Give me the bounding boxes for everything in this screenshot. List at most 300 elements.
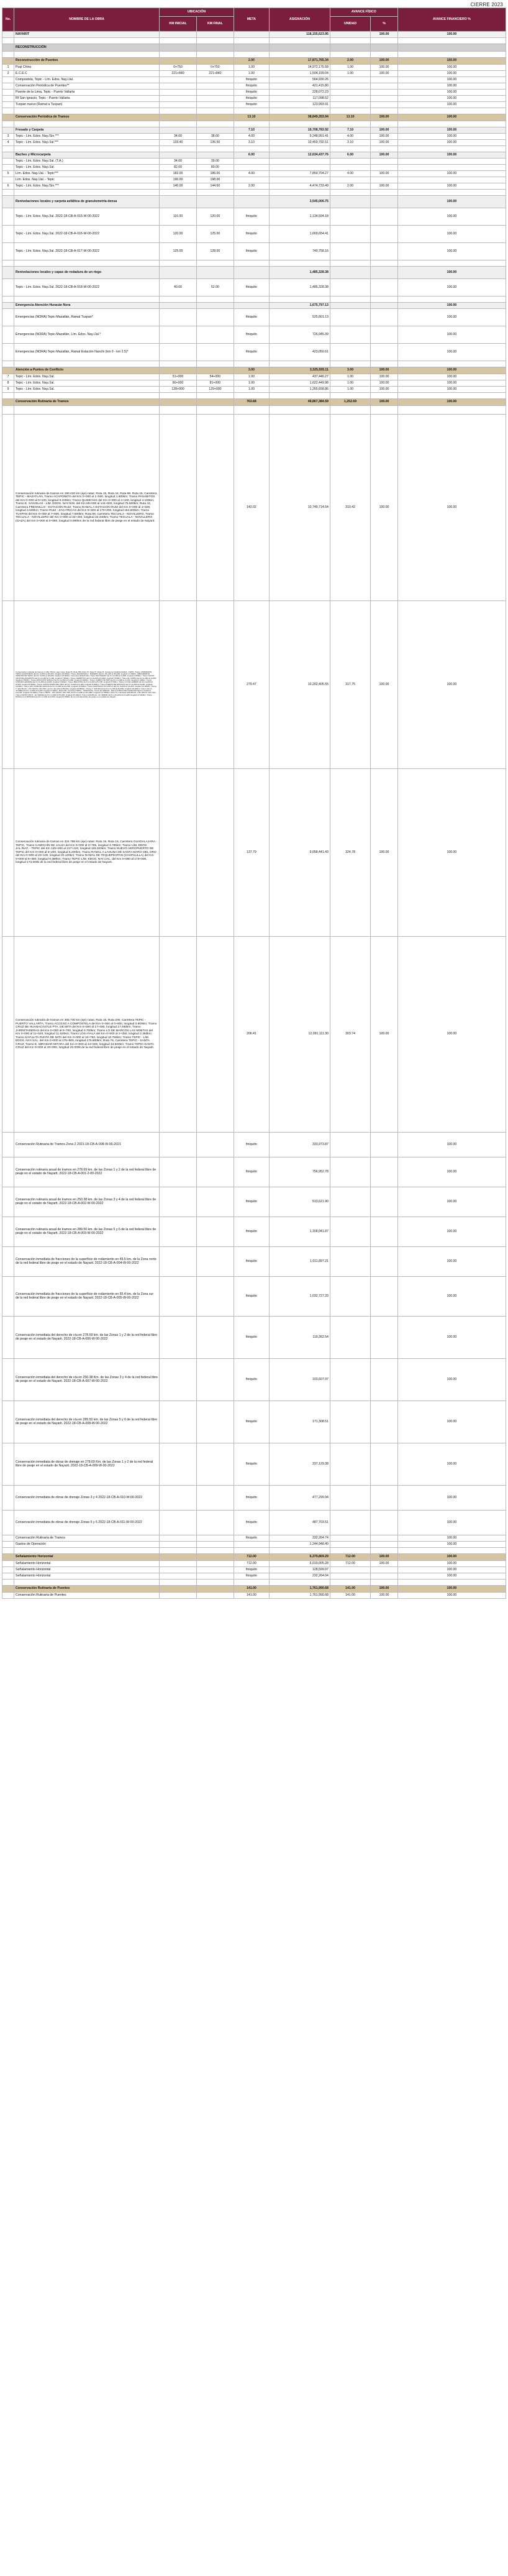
row-meta: 142.02 bbox=[234, 415, 269, 601]
row-unidad bbox=[330, 165, 370, 171]
row-unidad bbox=[330, 1511, 370, 1535]
row-number bbox=[2, 415, 14, 601]
row-avance-financiero: 100.00 bbox=[397, 367, 506, 374]
row-km-final bbox=[196, 32, 234, 38]
row-meta: finiquito bbox=[234, 1511, 269, 1535]
row-pct bbox=[371, 1317, 398, 1359]
row-name: Tepic - Lím. Edos. Nay./Jal. (T.A.) bbox=[14, 159, 160, 165]
row-pct: 100.00 bbox=[371, 1593, 398, 1599]
row-km-final bbox=[196, 146, 234, 152]
row-meta: 1.00 bbox=[234, 71, 269, 77]
row-km-final bbox=[196, 1247, 234, 1277]
row-meta: 3.10 bbox=[234, 140, 269, 146]
row-meta: finiquito bbox=[234, 1157, 269, 1187]
row-avance-financiero: 100.00 bbox=[397, 1217, 506, 1247]
row-meta: finiquito bbox=[234, 90, 269, 96]
row-name bbox=[14, 361, 160, 367]
table-row bbox=[2, 1277, 506, 1317]
table-row bbox=[2, 1573, 506, 1580]
row-km-inicial bbox=[160, 77, 197, 83]
row-pct: 100.00 bbox=[371, 183, 398, 190]
row-number bbox=[2, 52, 14, 58]
row-name: E.C.E.C bbox=[14, 71, 160, 77]
row-avance-financiero: 100.00 bbox=[397, 309, 506, 326]
row-km-inicial bbox=[160, 601, 197, 769]
table-row bbox=[2, 267, 506, 279]
header-avance-financiero: AVANCE FINANCIERO % bbox=[397, 8, 506, 32]
row-pct bbox=[371, 1157, 398, 1187]
row-asignacion bbox=[269, 146, 330, 152]
table-row bbox=[2, 1554, 506, 1561]
row-km-final: 128.00 bbox=[196, 243, 234, 260]
table-row bbox=[2, 937, 506, 1133]
row-avance-financiero bbox=[397, 159, 506, 165]
row-km-final: 0+750 bbox=[196, 65, 234, 71]
row-asignacion: 3,545,006.75 bbox=[269, 196, 330, 208]
row-number bbox=[2, 1567, 14, 1573]
row-meta: 712.00 bbox=[234, 1561, 269, 1567]
row-meta: finiquito bbox=[234, 102, 269, 108]
row-meta: finiquito bbox=[234, 279, 269, 297]
row-km-inicial bbox=[160, 1217, 197, 1247]
row-km-final bbox=[196, 406, 234, 415]
table-row bbox=[2, 1486, 506, 1511]
row-name: Conservación rutinaria de tramos en 351.763 km (eje) rutas: Ruta 15, Ruta 15D, Ruta 70, Ruta 76. Ruta 15, Carretera GUADALAJARA - TEPIC, Tramo CORREDOR TEPIC-ACAPONETA del Km 0+000 al 18+400, longitud 18.400km; Tramo FRANCISCO I. MADERO del Km 18+400 al 36+000, longitud 17.600km; LIBRAMIENTO ORIENTE DE TEPIC del Km 0+000 al 18+000, longitud 18.000km; Carretera MAZATLÁN, Tramo BOTADERO del Km 0+000 al 3+600, longitud 3.600km; Tramo SANTA CRUZ DE ZAKAMOTA del Km 0+000 al 7+400, longitud 7.500km; Tramo CERRITOS del Km 0+000 al 5+600, longitud 5.600km; Tramo EL LIMÓN del Km 0+000 al 2+500, longitud 2.500km; Tramo ESTACIÓN NANCHI del Km 0+000 al 5+000, longitud 5.000km; Tramo CAMPO DE TIRO del Km 0+000 al 4+400, longitud 4.400km; Tramo CÁMARA GRANDE del Km 0+000 al 3+600, longitud 3.600km; Tramo MECATÁN del Km 0+000 al 8+700, longitud 8.700km; Tramo LO DE LAMEDO del Km 0+000 al 8+500, longitud 8.500km; Tramo SANTA MARÍA DEL ORO del Km 0+000 al 9+400, longitud 9.400km; Tramo PUERTA DE MANGOS del Km 0+000 al 9+200, longitud 9.200km; Tramo SAN JOSÉ DE GRACIA del Km 0+000 al 10+900, longitud 10.900km; Tramo SANTIAGO IXCUINTLA del Km 0+000 al 14+400, longitud 14.400km; Tramo T. SAN BLAS - LÍM. EDOS. NAY./SIN. del Km 39+100 al 68+900, longitud 29.800km; Tramo T. SAN BLAS del Km 0+700 al 28+600, longitud 28.400km; Tramo VILLA JUÁREZ del Km 0+000 al 9+400, longitud 9.400km; Ruta 15D, Carretera TEPIC - MAZATLÁN, Tramo EL ARENAL, Ramal A BOCA DE CAMICHÍN Del Km 0+000 al 19+100, longitud 19.100km; Tramo TEPIC - LÍM. EDOS. NAY./SIN. del Km 0+000 al 147+800, longitud 147.800km; Ruta 76, Carretera SAN BLAS - LÍM. EDOS. NAY./JAL., Tramo SANTA CRUZ - EL VERDE del Km 0+000 al 25+400, longitud 25.400km; Tramo SAN BLAS - EL VERDE del Km 20+000 al 47+200, longitud 27.200km; Tramo RAMAL A LA BATANGA del Km 0+000 al 6+500, longitud 6.500km de la red federal libre de peaje en el estado de Nayarit. bbox=[14, 601, 160, 769]
row-avance-financiero: 100.00 bbox=[397, 279, 506, 297]
row-unidad: 1.00 bbox=[330, 387, 370, 393]
row-pct bbox=[371, 1277, 398, 1317]
row-name: Conservación inmediata de obras de drenaje Zonas 5 y 6 2022-18-CB-A-011-W-00-2022 bbox=[14, 1511, 160, 1535]
row-km-final: 186.00 bbox=[196, 171, 234, 177]
row-km-inicial bbox=[160, 1247, 197, 1277]
row-pct bbox=[371, 279, 398, 297]
row-avance-financiero: 100.00 bbox=[397, 196, 506, 208]
row-meta: 3.00 bbox=[234, 367, 269, 374]
row-km-final bbox=[196, 196, 234, 208]
row-avance-financiero: 100.00 bbox=[397, 171, 506, 177]
row-meta bbox=[234, 121, 269, 127]
row-avance-financiero: 100.00 bbox=[397, 1593, 506, 1599]
row-avance-financiero: 100.00 bbox=[397, 32, 506, 38]
row-name: Conservación Rutinaria de Tramos Zona 2 2021-18-CB-A-008-W-00-2021 bbox=[14, 1133, 160, 1157]
row-km-final bbox=[196, 1554, 234, 1561]
row-number bbox=[2, 769, 14, 937]
row-avance-financiero bbox=[397, 121, 506, 127]
row-km-final bbox=[196, 127, 234, 134]
header-meta: META bbox=[234, 8, 269, 32]
header-obra: NOMBRE DE LA OBRA bbox=[14, 8, 160, 32]
row-unidad bbox=[330, 121, 370, 127]
row-km-final bbox=[196, 90, 234, 96]
table-row bbox=[2, 1586, 506, 1593]
row-unidad: 712.00 bbox=[330, 1561, 370, 1567]
row-pct bbox=[371, 1359, 398, 1401]
row-avance-financiero bbox=[397, 108, 506, 114]
row-unidad bbox=[330, 1580, 370, 1586]
row-unidad bbox=[330, 1217, 370, 1247]
row-km-inicial bbox=[160, 146, 197, 152]
row-meta: finiquito bbox=[234, 208, 269, 226]
row-meta: finiquito bbox=[234, 96, 269, 102]
row-name: Conservación Rutinaria de Puentes bbox=[14, 1586, 160, 1593]
row-avance-financiero: 100.00 bbox=[397, 326, 506, 344]
row-km-inicial bbox=[160, 1133, 197, 1157]
row-asignacion: 3,325,555.11 bbox=[269, 367, 330, 374]
row-meta bbox=[234, 393, 269, 399]
row-unidad: 1.00 bbox=[330, 374, 370, 380]
table-row bbox=[2, 183, 506, 190]
table-row bbox=[2, 134, 506, 140]
row-km-inicial bbox=[160, 399, 197, 406]
table-row bbox=[2, 1157, 506, 1187]
row-avance-financiero: 100.00 bbox=[397, 1511, 506, 1535]
row-name: Conservación rutinaria de tramos en 324.785 km (eje) rutas: Ruta 15, Ruta 15, Carretera GUADALAJARA - TEPIC, Tramo CAMICHÍN DE JAUJA del Km 0+000 al 3+785, longitud 3.785km; Tramo LÍM. EDOS. JAL./NAY. - TEPIC del Km 125+000 al 217+120, longitud 115.320km; Tramo NUEVO AEROPUERTO DE TEPIC del Km 0+000 al 5+200, longitud 5.200km; Tramo RAMAL A LAGUNA DE SANTA MARÍA DEL ORO del Km 0+000 al 20+100, longitud 20.100km; Tramo RAMAL DE TEQUEPEXPAN (CHAPALILLA) del Km 0+000 al 9+380, longitud 9.380km; Tramo TEPIC-LÍM. EDOS. NAY./JAL. del Km 0+000 al 173+000, longitud 173.000k de la red federal libre de peaje en el estado de Nayarit. bbox=[14, 769, 160, 937]
row-asignacion: 49,867,384.59 bbox=[269, 399, 330, 406]
row-number bbox=[2, 1247, 14, 1277]
row-meta: finiquito bbox=[234, 1247, 269, 1277]
table-row bbox=[2, 297, 506, 303]
row-km-final bbox=[196, 393, 234, 399]
row-asignacion: 10,749,714.64 bbox=[269, 415, 330, 601]
row-unidad: 3.10 bbox=[330, 140, 370, 146]
row-km-inicial: 34.00 bbox=[160, 134, 197, 140]
row-km-inicial bbox=[160, 114, 197, 121]
row-avance-financiero: 100.00 bbox=[397, 83, 506, 90]
row-name: Conservación rutinaria anual de tramos en 278.69 km. de las Zonas 1 y 2 de la red federal libre de peaje en el estado de Nayarit. 2022-18-CB-A-001-2-00-2022 bbox=[14, 1157, 160, 1187]
row-avance-financiero: 100.00 bbox=[397, 1535, 506, 1542]
row-pct: 100.00 bbox=[371, 769, 398, 937]
cierre-label: CIERRE 2023 bbox=[470, 2, 503, 7]
row-meta: finiquito bbox=[234, 1401, 269, 1443]
row-number bbox=[2, 1511, 14, 1535]
row-asignacion bbox=[269, 393, 330, 399]
row-km-inicial bbox=[160, 90, 197, 96]
row-avance-financiero: 100.00 bbox=[397, 1359, 506, 1401]
table-row bbox=[2, 32, 506, 38]
row-avance-financiero: 100.00 bbox=[397, 601, 506, 769]
row-km-inicial: 182.00 bbox=[160, 171, 197, 177]
row-asignacion: 525,801.13 bbox=[269, 309, 330, 326]
obras-table bbox=[2, 7, 506, 1599]
table-row bbox=[2, 406, 506, 415]
row-km-inicial: 190.00 bbox=[160, 177, 197, 183]
row-name: Renivelaciones locales y capas de rodadura de un riego bbox=[14, 267, 160, 279]
row-pct: 100.00 bbox=[371, 134, 398, 140]
row-asignacion bbox=[269, 121, 330, 127]
row-asignacion: 1,485,328.38 bbox=[269, 267, 330, 279]
row-avance-financiero bbox=[397, 361, 506, 367]
row-number bbox=[2, 152, 14, 159]
row-meta bbox=[234, 32, 269, 38]
row-name: Conservación inmediata de obras de drenaje Zonas 3 y 4 2022-18-CB-A-010-W-00-2022 bbox=[14, 1486, 160, 1511]
row-name: Renivelaciones locales y carpeta asfáltica de granulometría densa bbox=[14, 196, 160, 208]
row-km-inicial bbox=[160, 196, 197, 208]
row-pct: 100.00 bbox=[371, 140, 398, 146]
row-meta bbox=[234, 406, 269, 415]
row-number bbox=[2, 1317, 14, 1359]
row-asignacion: 119,362.54 bbox=[269, 1317, 330, 1359]
row-unidad bbox=[330, 52, 370, 58]
table-row bbox=[2, 601, 506, 769]
row-name: Conservación inmediata de fracciones de la superficie de rodamiento en 49.5 km. de la Zona norte de la red federal libre de peaje en el estado de Nayarit. 2022-18-CB-A-004-W-00-2022 bbox=[14, 1247, 160, 1277]
row-avance-financiero: 100.00 bbox=[397, 387, 506, 393]
row-name bbox=[14, 52, 160, 58]
row-number bbox=[2, 601, 14, 769]
row-asignacion bbox=[269, 165, 330, 171]
header-ubicacion: UBICACIÓN bbox=[160, 8, 234, 17]
row-meta: 712.00 bbox=[234, 1554, 269, 1561]
row-km-inicial bbox=[160, 127, 197, 134]
row-name bbox=[14, 1548, 160, 1554]
row-pct bbox=[371, 1567, 398, 1573]
row-unidad: 141.00 bbox=[330, 1593, 370, 1599]
row-unidad bbox=[330, 77, 370, 83]
row-asignacion: 128,599.97 bbox=[269, 1567, 330, 1573]
row-meta: 206.41 bbox=[234, 937, 269, 1133]
row-name: Tepic - Lím. Edos. Nay./Jal. bbox=[14, 165, 160, 171]
row-asignacion bbox=[269, 38, 330, 44]
table-body bbox=[2, 32, 506, 1599]
row-asignacion: 337,129.38 bbox=[269, 1443, 330, 1486]
row-asignacion: 17,871,765.34 bbox=[269, 58, 330, 65]
row-unidad bbox=[330, 267, 370, 279]
row-km-final: 221+840 bbox=[196, 71, 234, 77]
row-name: Emergencias (NORA) Tepic-Mazatlán, Lím. Edos. Nay./Jal.* bbox=[14, 326, 160, 344]
row-number bbox=[2, 96, 14, 102]
table-row bbox=[2, 108, 506, 114]
row-name: Tepic - Lím. Edos. Nay./Jal. 2022-18-CB-A-016-W-00-2022 bbox=[14, 226, 160, 243]
row-meta bbox=[234, 52, 269, 58]
row-avance-financiero: 100.00 bbox=[397, 134, 506, 140]
row-pct bbox=[371, 393, 398, 399]
row-name: Tepic - Lím. Edos. Nay./Jal. bbox=[14, 387, 160, 393]
row-avance-financiero bbox=[397, 406, 506, 415]
row-unidad bbox=[330, 309, 370, 326]
row-number bbox=[2, 309, 14, 326]
row-km-final bbox=[196, 1359, 234, 1401]
table-row bbox=[2, 102, 506, 108]
row-km-final bbox=[196, 297, 234, 303]
row-name: Tepic - Lím. Edos. Nay./Jal. 2022-18-CB-A-015-W-00-2022 bbox=[14, 208, 160, 226]
row-asignacion: 14,972,175.58 bbox=[269, 65, 330, 71]
row-unidad bbox=[330, 196, 370, 208]
row-asignacion: 1,622,449.98 bbox=[269, 380, 330, 387]
row-km-final bbox=[196, 361, 234, 367]
row-avance-financiero bbox=[397, 393, 506, 399]
row-avance-financiero: 100.00 bbox=[397, 1277, 506, 1317]
row-unidad bbox=[330, 1277, 370, 1317]
row-km-final bbox=[196, 52, 234, 58]
row-name bbox=[14, 406, 160, 415]
row-meta: 4.00 bbox=[234, 134, 269, 140]
row-avance-financiero: 100.00 bbox=[397, 65, 506, 71]
row-unidad bbox=[330, 326, 370, 344]
row-unidad: 4.00 bbox=[330, 134, 370, 140]
row-km-inicial bbox=[160, 152, 197, 159]
table-row bbox=[2, 1317, 506, 1359]
table-row bbox=[2, 1580, 506, 1586]
row-meta bbox=[234, 190, 269, 196]
header-pct: % bbox=[371, 17, 398, 32]
row-number: 2 bbox=[2, 71, 14, 77]
row-km-inicial bbox=[160, 32, 197, 38]
row-number bbox=[2, 937, 14, 1133]
row-km-inicial bbox=[160, 1573, 197, 1580]
table-row bbox=[2, 303, 506, 309]
row-name: Conservación rutinaria de tramos en 305.740 km (eje) rutas: Ruta 15, Ruta 200, Carretera TEPIC - PUERTO VALLARTA, Tramo ACCESO A COMPOSTELA del Km 0+000 al 0+800, longitud 0.800km; Tramo CRUZ DE HUANACAXTLE PTA. DE MITA del Km 0+000 al 17+480, longitud 17.480km; Tramo JARRETADERAS del Km 0+000 al 0+700, longitud 0.700km; Tramo LO DE MARCOS LAS MINITAS del Km 0+000 al 11+520, longitud 11.520km; Tramo LOS AYALA del Km 0+000 al 2+350, longitud 2.350km; Tramo SAYULITA PUNTA DE MITA del Km 0+000 al 10+750, longitud 10.750km; Tramo TEPIC - LÍM. EDOS. NAY./JAL. del Km 0+000 al 175+800, longitud 175.800km; Ruta 76, Carretera TEPIC - SANTA CRUZ, Tramo E. MIRAMAR-MITARA del Km 0+000 al 43+500, longitud 43.500km; Tramo TEPIC-SANTA CRUZ del Km 0+000 al 20+000, longitud 20.000k de la red federal libre de peaje en el estado de Nayarit. bbox=[14, 937, 160, 1133]
row-asignacion bbox=[269, 260, 330, 267]
row-avance-financiero: 100.00 bbox=[397, 374, 506, 380]
row-km-inicial: 125.00 bbox=[160, 243, 197, 260]
row-name: Rf San Ignacio, Tepic - Puerto Vallarta bbox=[14, 96, 160, 102]
row-unidad: 1.00 bbox=[330, 71, 370, 77]
row-avance-financiero: 100.00 bbox=[397, 937, 506, 1133]
header-avance-fisico: AVANCE FÍSICO bbox=[330, 8, 397, 17]
row-pct: 100.00 bbox=[371, 1586, 398, 1593]
row-km-inicial: 116.00 bbox=[160, 208, 197, 226]
row-number bbox=[2, 393, 14, 399]
row-km-final bbox=[196, 190, 234, 196]
table-row bbox=[2, 393, 506, 399]
row-number bbox=[2, 1187, 14, 1217]
row-name: Tepic - Lím. Edos. Nay./Sin.*** bbox=[14, 183, 160, 190]
row-number bbox=[2, 83, 14, 90]
row-meta bbox=[234, 38, 269, 44]
row-meta bbox=[234, 165, 269, 171]
row-km-final bbox=[196, 937, 234, 1133]
row-number bbox=[2, 121, 14, 127]
row-km-inicial bbox=[160, 1535, 197, 1542]
row-km-final bbox=[196, 1401, 234, 1443]
row-asignacion: 9,248,991.41 bbox=[269, 134, 330, 140]
row-km-final bbox=[196, 1593, 234, 1599]
row-number bbox=[2, 1580, 14, 1586]
row-number bbox=[2, 303, 14, 309]
table-row bbox=[2, 1593, 506, 1599]
row-meta: finiquito bbox=[234, 77, 269, 83]
row-km-inicial bbox=[160, 1317, 197, 1359]
row-unidad bbox=[330, 1573, 370, 1580]
row-unidad bbox=[330, 393, 370, 399]
header-asignacion: ASIGNACIÓN bbox=[269, 8, 330, 32]
row-asignacion bbox=[269, 108, 330, 114]
row-name: Lím. Edos. Nay./Jal. - Tepic bbox=[14, 177, 160, 183]
row-km-inicial bbox=[160, 1586, 197, 1593]
row-name: Fresado y Carpeta bbox=[14, 127, 160, 134]
row-km-final: 136.50 bbox=[196, 140, 234, 146]
row-name: Conservación Rutinaria de Tramos bbox=[14, 399, 160, 406]
row-number bbox=[2, 44, 14, 52]
table-row bbox=[2, 1535, 506, 1542]
row-number bbox=[2, 32, 14, 38]
row-avance-financiero: 100.00 bbox=[397, 96, 506, 102]
row-number: 8 bbox=[2, 380, 14, 387]
row-km-inicial: 140.00 bbox=[160, 183, 197, 190]
row-asignacion: 12,634,437.76 bbox=[269, 152, 330, 159]
table-row bbox=[2, 190, 506, 196]
row-meta: finiquito bbox=[234, 326, 269, 344]
table-row bbox=[2, 1443, 506, 1486]
row-number bbox=[2, 1401, 14, 1443]
row-name bbox=[14, 146, 160, 152]
row-name bbox=[14, 297, 160, 303]
table-row bbox=[2, 1133, 506, 1157]
table-row bbox=[2, 140, 506, 146]
row-unidad: 13.10 bbox=[330, 114, 370, 121]
row-name: Conservación rutinaria anual de tramos en 289.50 km. de las Zonas 5 y 6 de la red federal libre de peaje en el estado de Nayarit. 2022-18-CB-A-003-W-00-2022 bbox=[14, 1217, 160, 1247]
row-unidad bbox=[330, 32, 370, 38]
row-km-inicial: 40.00 bbox=[160, 279, 197, 297]
row-name: Reconstrucción de Puentes bbox=[14, 58, 160, 65]
row-km-final bbox=[196, 344, 234, 361]
row-unidad: 324.78 bbox=[330, 769, 370, 937]
row-asignacion: 437,446.27 bbox=[269, 374, 330, 380]
row-pct bbox=[371, 1401, 398, 1443]
row-unidad bbox=[330, 190, 370, 196]
row-pct bbox=[371, 1548, 398, 1554]
row-unidad bbox=[330, 1548, 370, 1554]
row-pct bbox=[371, 344, 398, 361]
row-number bbox=[2, 1217, 14, 1247]
row-pct bbox=[371, 303, 398, 309]
row-km-final bbox=[196, 108, 234, 114]
row-number bbox=[2, 1593, 14, 1599]
row-unidad bbox=[330, 1157, 370, 1187]
table-row bbox=[2, 171, 506, 177]
row-km-inicial bbox=[160, 1542, 197, 1548]
row-asignacion: 123,993.91 bbox=[269, 102, 330, 108]
row-pct bbox=[371, 159, 398, 165]
row-pct: 100.00 bbox=[371, 1554, 398, 1561]
row-asignacion: 118,155,623.95 bbox=[269, 32, 330, 38]
row-unidad bbox=[330, 102, 370, 108]
row-number bbox=[2, 1586, 14, 1593]
row-avance-financiero: 100.00 bbox=[397, 1247, 506, 1277]
table-row bbox=[2, 309, 506, 326]
row-km-inicial: 133.40 bbox=[160, 140, 197, 146]
row-asignacion: 1,485,328.38 bbox=[269, 279, 330, 297]
row-km-final bbox=[196, 1133, 234, 1157]
row-km-final bbox=[196, 1217, 234, 1247]
row-km-inicial bbox=[160, 1511, 197, 1535]
row-km-inicial bbox=[160, 83, 197, 90]
row-unidad bbox=[330, 243, 370, 260]
table-row bbox=[2, 361, 506, 367]
row-asignacion bbox=[269, 177, 330, 183]
row-avance-financiero bbox=[397, 44, 506, 52]
row-number bbox=[2, 279, 14, 297]
row-name: RECONSTRUCCIÓN bbox=[14, 44, 160, 52]
row-asignacion: 1,265,658.86 bbox=[269, 387, 330, 393]
row-unidad bbox=[330, 1187, 370, 1217]
row-meta bbox=[234, 361, 269, 367]
row-pct bbox=[371, 361, 398, 367]
row-km-final bbox=[196, 102, 234, 108]
row-unidad bbox=[330, 1401, 370, 1443]
row-km-final bbox=[196, 1586, 234, 1593]
row-asignacion bbox=[269, 1580, 330, 1586]
row-km-inicial bbox=[160, 1580, 197, 1586]
row-km-inicial bbox=[160, 1486, 197, 1511]
row-meta bbox=[234, 1542, 269, 1548]
row-meta: finiquito bbox=[234, 1443, 269, 1486]
row-asignacion: 421,415.80 bbox=[269, 83, 330, 90]
row-asignacion: 103,607.97 bbox=[269, 1359, 330, 1401]
row-pct bbox=[371, 1535, 398, 1542]
row-asignacion: 7,859,704.27 bbox=[269, 171, 330, 177]
row-pct bbox=[371, 208, 398, 226]
row-unidad bbox=[330, 146, 370, 152]
